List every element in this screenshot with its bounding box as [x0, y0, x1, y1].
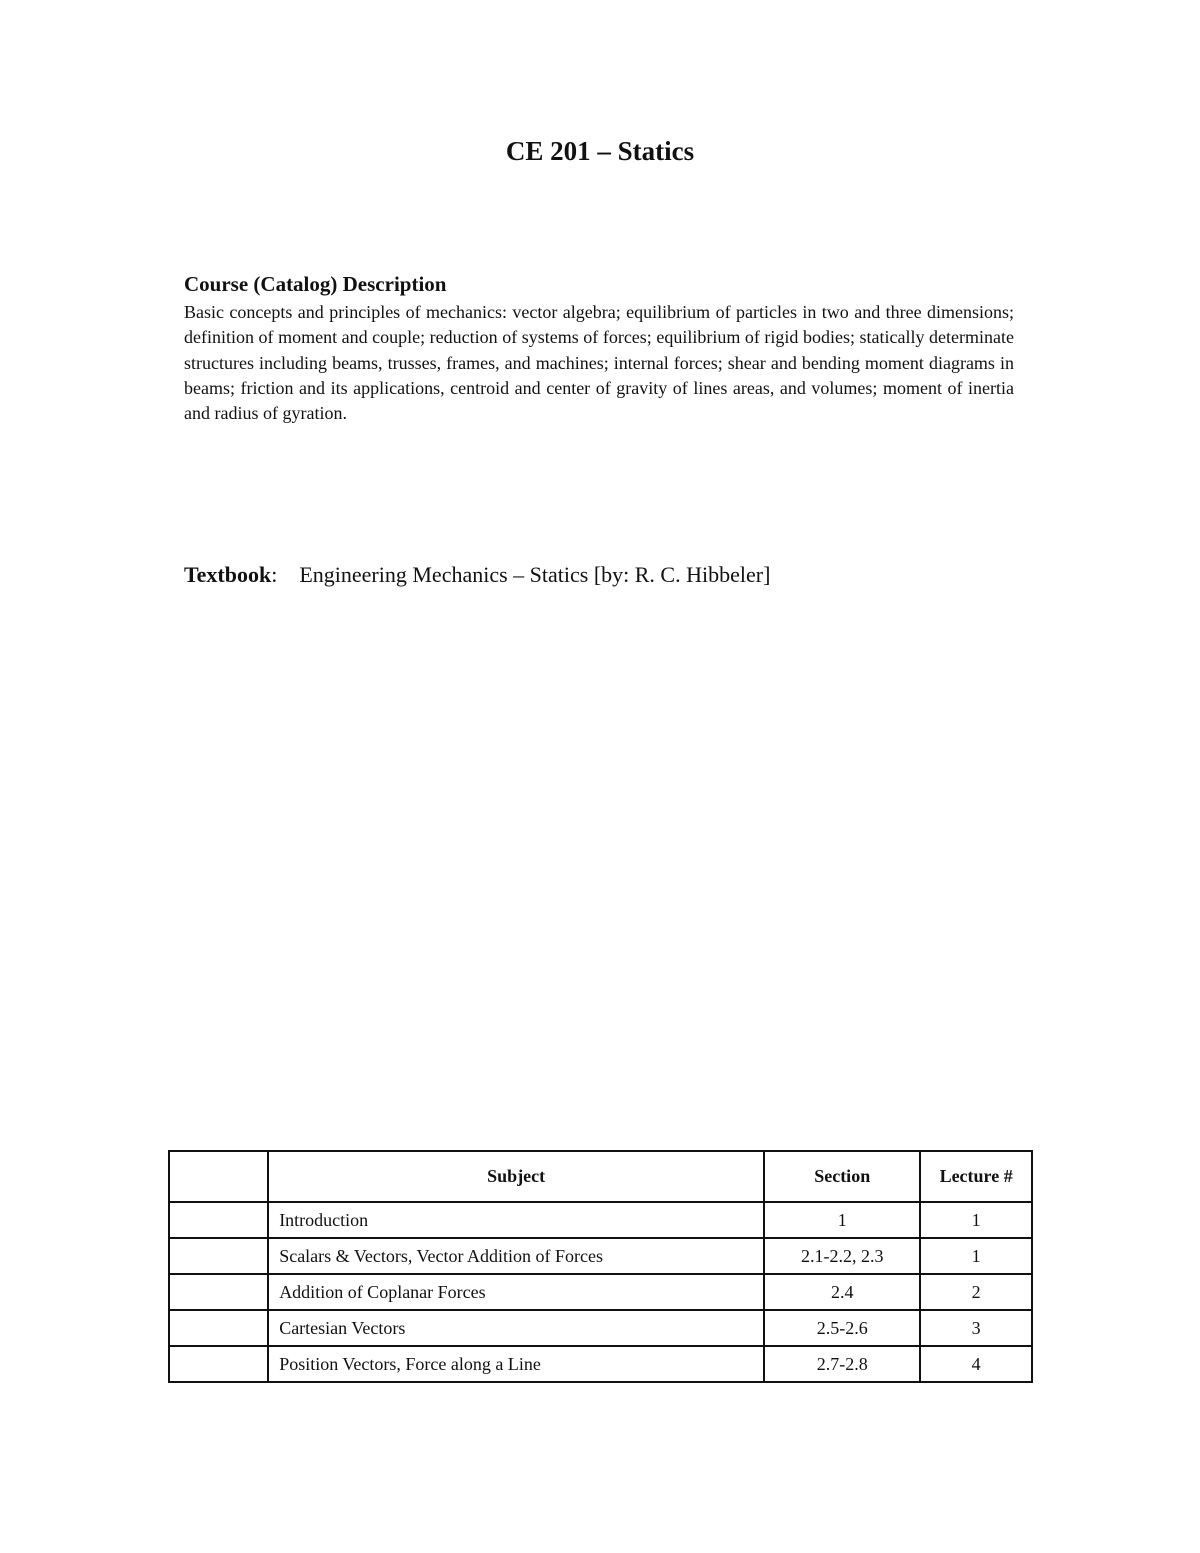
- schedule-table: [168, 1150, 1033, 1383]
- subject-cell: Scalars & Vectors, Vector Addition of Forces: [268, 1238, 764, 1274]
- textbook-value: Engineering Mechanics – Statics [by: R. C. Hibbeler]: [299, 562, 771, 587]
- description-body: Basic concepts and principles of mechanics: vector algebra; equilibrium of particles in two and three dimensions; definition of moment and couple; reduction of systems of forces; equilibrium of rigid bodies; statically determinate structures including beams, trusses, frames, and machines; internal forces; shear and bending moment diagrams in beams; friction and its applications, centroid and center of gravity of lines areas, and volumes; moment of inertia and radius of gyration.: [184, 302, 1014, 424]
- header-subject: Subject: [268, 1151, 764, 1202]
- header-section: Section: [764, 1151, 920, 1202]
- table-row: [169, 1310, 1032, 1346]
- row-blank-cell: [169, 1346, 268, 1382]
- table-row: [169, 1202, 1032, 1238]
- textbook-colon: :: [271, 562, 278, 587]
- page-title: CE 201 – Statics: [505, 136, 695, 166]
- subject-cell: Introduction: [268, 1202, 764, 1238]
- section-cell: 1: [764, 1202, 920, 1238]
- table-row: [169, 1346, 1032, 1382]
- subject-cell: Addition of Coplanar Forces: [268, 1274, 764, 1310]
- table-header-row: [169, 1151, 1032, 1202]
- lecture-cell: 1: [920, 1202, 1032, 1238]
- lecture-cell: 3: [920, 1310, 1032, 1346]
- textbook-label: Textbook: [184, 562, 272, 587]
- section-cell: 2.7-2.8: [764, 1346, 920, 1382]
- row-blank-cell: [169, 1274, 268, 1310]
- lecture-cell: 2: [920, 1274, 1032, 1310]
- table-row: [169, 1238, 1032, 1274]
- header-lecture: Lecture #: [920, 1151, 1032, 1202]
- row-blank-cell: [169, 1238, 268, 1274]
- textbook-line: [184, 560, 770, 590]
- section-cell: 2.5-2.6: [764, 1310, 920, 1346]
- subject-cell: Position Vectors, Force along a Line: [268, 1346, 764, 1382]
- description-heading: Course (Catalog) Description: [184, 272, 447, 296]
- lecture-cell: 1: [920, 1238, 1032, 1274]
- subject-cell: Cartesian Vectors: [268, 1310, 764, 1346]
- table-row: [169, 1274, 1032, 1310]
- row-blank-cell: [169, 1202, 268, 1238]
- section-cell: 2.1-2.2, 2.3: [764, 1238, 920, 1274]
- lecture-cell: 4: [920, 1346, 1032, 1382]
- row-blank-cell: [169, 1310, 268, 1346]
- section-cell: 2.4: [764, 1274, 920, 1310]
- header-blank: [169, 1151, 268, 1202]
